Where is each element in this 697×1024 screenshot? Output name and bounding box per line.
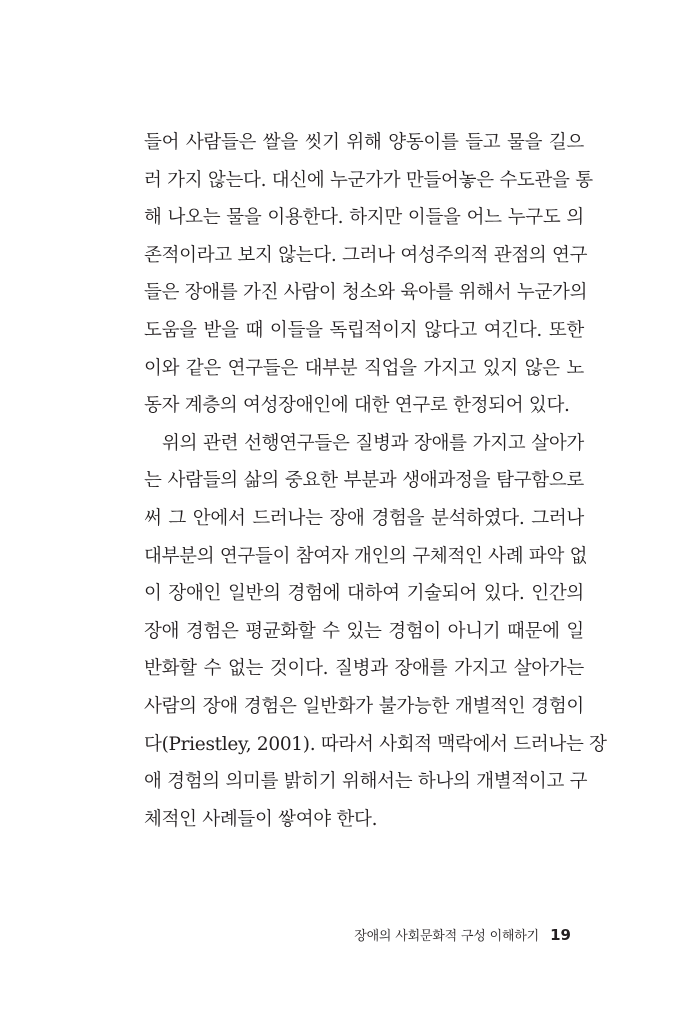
paragraph-start-line: 위의 관련 선행연구들은 질병과 장애를 가지고 살아가 <box>162 432 584 454</box>
body-line: 이 장애인 일반의 경험에 대하여 기술되어 있다. 인간의 <box>144 583 584 605</box>
body-line: 다(Priestley, 2001). 따라서 사회적 맥락에서 드러나는 장 <box>144 733 607 755</box>
body-line: 애 경험의 의미를 밝히기 위해서는 하나의 개별적이고 구 <box>144 771 588 793</box>
body-line: 이와 같은 연구들은 대부분 직업을 가지고 있지 않은 노 <box>144 357 584 379</box>
page-number: 19 <box>550 926 571 944</box>
body-line: 들어 사람들은 쌀을 씻기 위해 양동이를 들고 물을 길으 <box>144 132 584 153</box>
body-line: 해 나오는 물을 이용한다. 하지만 이들을 어느 누구도 의 <box>144 207 584 229</box>
body-line: 써 그 안에서 드러나는 장애 경험을 분석하였다. 그러나 <box>144 507 584 529</box>
body-line: 반화할 수 없는 것이다. 질병과 장애를 가지고 살아가는 <box>144 658 584 680</box>
body-text <box>144 124 607 838</box>
body-line: 동자 계층의 여성장애인에 대한 연구로 한정되어 있다. <box>144 395 570 417</box>
running-title: 장애의 사회문화적 구성 이해하기 <box>354 929 540 944</box>
body-line: 는 사람들의 삶의 중요한 부분과 생애과정을 탐구함으로 <box>144 470 584 492</box>
body-line: 사람의 장애 경험은 일반화가 불가능한 개별적인 경험이 <box>144 695 584 717</box>
body-line: 장애 경험은 평균화할 수 있는 경험이 아니기 때문에 일 <box>144 620 584 642</box>
body-line: 도움을 받을 때 이들을 독립적이지 않다고 여긴다. 또한 <box>144 319 584 341</box>
body-line: 러 가지 않는다. 대신에 누군가가 만들어놓은 수도관을 통 <box>144 169 593 191</box>
body-line: 존적이라고 보지 않는다. 그러나 여성주의적 관점의 연구 <box>144 244 588 266</box>
body-line: 대부분의 연구들이 참여자 개인의 구체적인 사례 파악 없 <box>144 545 588 567</box>
body-line: 체적인 사례들이 쌓여야 한다. <box>144 808 378 830</box>
body-line: 들은 장애를 가진 사람이 청소와 육아를 위해서 누군가의 <box>144 282 588 304</box>
page-footer <box>354 925 571 944</box>
